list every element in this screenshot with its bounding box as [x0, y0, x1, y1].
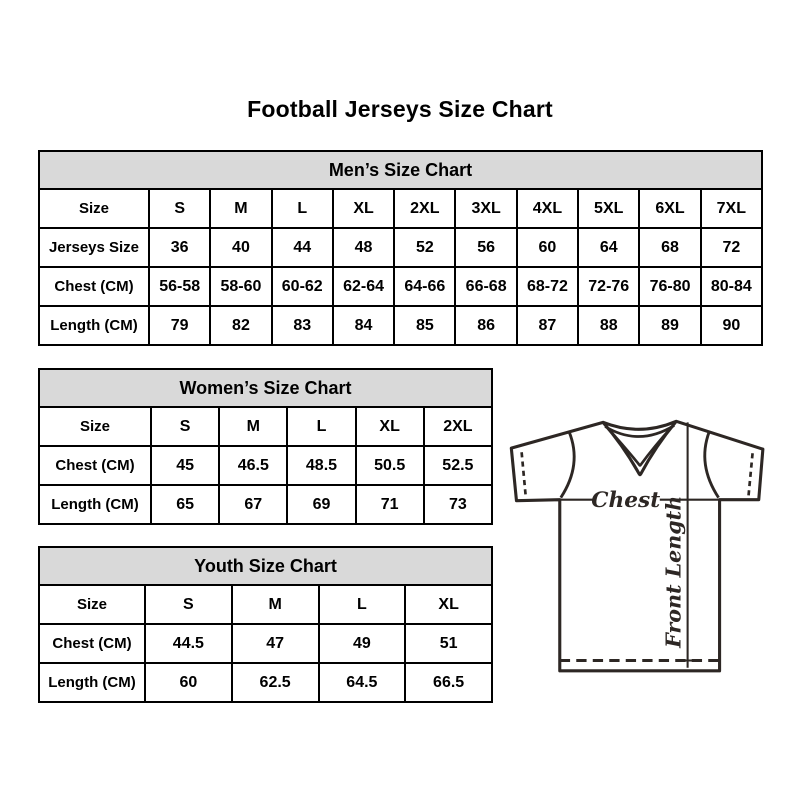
value-cell: S [145, 585, 232, 624]
table-title: Men’s Size Chart [39, 151, 762, 189]
value-cell: 40 [210, 228, 271, 267]
value-cell: 68 [639, 228, 700, 267]
value-cell: 51 [405, 624, 492, 663]
value-cell: 84 [333, 306, 394, 345]
value-cell: L [319, 585, 406, 624]
page-title: Football Jerseys Size Chart [247, 96, 553, 122]
value-cell: 47 [232, 624, 319, 663]
value-cell: M [210, 189, 271, 228]
table-row [39, 663, 492, 702]
value-cell: 56-58 [149, 267, 210, 306]
value-cell: 58-60 [210, 267, 271, 306]
jersey-outline-shape [511, 421, 763, 671]
table-title: Women’s Size Chart [39, 369, 492, 407]
value-cell: 48 [333, 228, 394, 267]
row-label-cell: Chest (CM) [39, 446, 151, 485]
value-cell: 5XL [578, 189, 639, 228]
value-cell: 66.5 [405, 663, 492, 702]
value-cell: 62.5 [232, 663, 319, 702]
value-cell: 64-66 [394, 267, 455, 306]
table-row [39, 267, 762, 306]
value-cell: 60 [145, 663, 232, 702]
value-cell: L [287, 407, 355, 446]
value-cell: L [272, 189, 333, 228]
value-cell: S [149, 189, 210, 228]
row-label-cell: Chest (CM) [39, 267, 149, 306]
row-label-cell: Chest (CM) [39, 624, 145, 663]
front-length-label: Front Length [661, 495, 686, 648]
value-cell: 36 [149, 228, 210, 267]
value-cell: 52 [394, 228, 455, 267]
value-cell: 64 [578, 228, 639, 267]
value-cell: 86 [455, 306, 516, 345]
value-cell: 7XL [701, 189, 762, 228]
value-cell: 72-76 [578, 267, 639, 306]
row-label-cell: Size [39, 189, 149, 228]
value-cell: XL [333, 189, 394, 228]
value-cell: S [151, 407, 219, 446]
value-cell: 76-80 [639, 267, 700, 306]
value-cell: 62-64 [333, 267, 394, 306]
value-cell: 60 [517, 228, 578, 267]
value-cell: 44 [272, 228, 333, 267]
value-cell: 90 [701, 306, 762, 345]
value-cell: 2XL [424, 407, 492, 446]
table-row [39, 585, 492, 624]
value-cell: 73 [424, 485, 492, 524]
value-cell: 66-68 [455, 267, 516, 306]
value-cell: 3XL [455, 189, 516, 228]
value-cell: 85 [394, 306, 455, 345]
table-row [39, 624, 492, 663]
value-cell: M [219, 407, 287, 446]
value-cell: 87 [517, 306, 578, 345]
womens-size-table [38, 368, 493, 525]
table-title: Youth Size Chart [39, 547, 492, 585]
value-cell: 2XL [394, 189, 455, 228]
value-cell: M [232, 585, 319, 624]
value-cell: 69 [287, 485, 355, 524]
value-cell: 72 [701, 228, 762, 267]
mens-size-table [38, 150, 763, 346]
value-cell: 52.5 [424, 446, 492, 485]
jersey-measurement-diagram [501, 411, 767, 677]
row-label-cell: Size [39, 407, 151, 446]
value-cell: 4XL [517, 189, 578, 228]
value-cell: 44.5 [145, 624, 232, 663]
value-cell: 68-72 [517, 267, 578, 306]
row-label-cell: Size [39, 585, 145, 624]
value-cell: 88 [578, 306, 639, 345]
table-row [39, 485, 492, 524]
row-label-cell: Length (CM) [39, 306, 149, 345]
value-cell: 65 [151, 485, 219, 524]
value-cell: XL [356, 407, 424, 446]
table-row [39, 189, 762, 228]
value-cell: 56 [455, 228, 516, 267]
value-cell: 80-84 [701, 267, 762, 306]
value-cell: 6XL [639, 189, 700, 228]
value-cell: 45 [151, 446, 219, 485]
row-label-cell: Jerseys Size [39, 228, 149, 267]
chest-label: Chest [591, 487, 661, 513]
value-cell: 50.5 [356, 446, 424, 485]
value-cell: 60-62 [272, 267, 333, 306]
value-cell: 71 [356, 485, 424, 524]
value-cell: XL [405, 585, 492, 624]
youth-size-table [38, 546, 493, 703]
size-table [38, 546, 493, 703]
value-cell: 46.5 [219, 446, 287, 485]
table-row [39, 446, 492, 485]
value-cell: 79 [149, 306, 210, 345]
value-cell: 64.5 [319, 663, 406, 702]
value-cell: 49 [319, 624, 406, 663]
table-row [39, 228, 762, 267]
size-table [38, 368, 493, 525]
value-cell: 82 [210, 306, 271, 345]
table-row [39, 306, 762, 345]
value-cell: 89 [639, 306, 700, 345]
size-table [38, 150, 763, 346]
row-label-cell: Length (CM) [39, 663, 145, 702]
value-cell: 67 [219, 485, 287, 524]
table-row [39, 407, 492, 446]
value-cell: 83 [272, 306, 333, 345]
value-cell: 48.5 [287, 446, 355, 485]
row-label-cell: Length (CM) [39, 485, 151, 524]
